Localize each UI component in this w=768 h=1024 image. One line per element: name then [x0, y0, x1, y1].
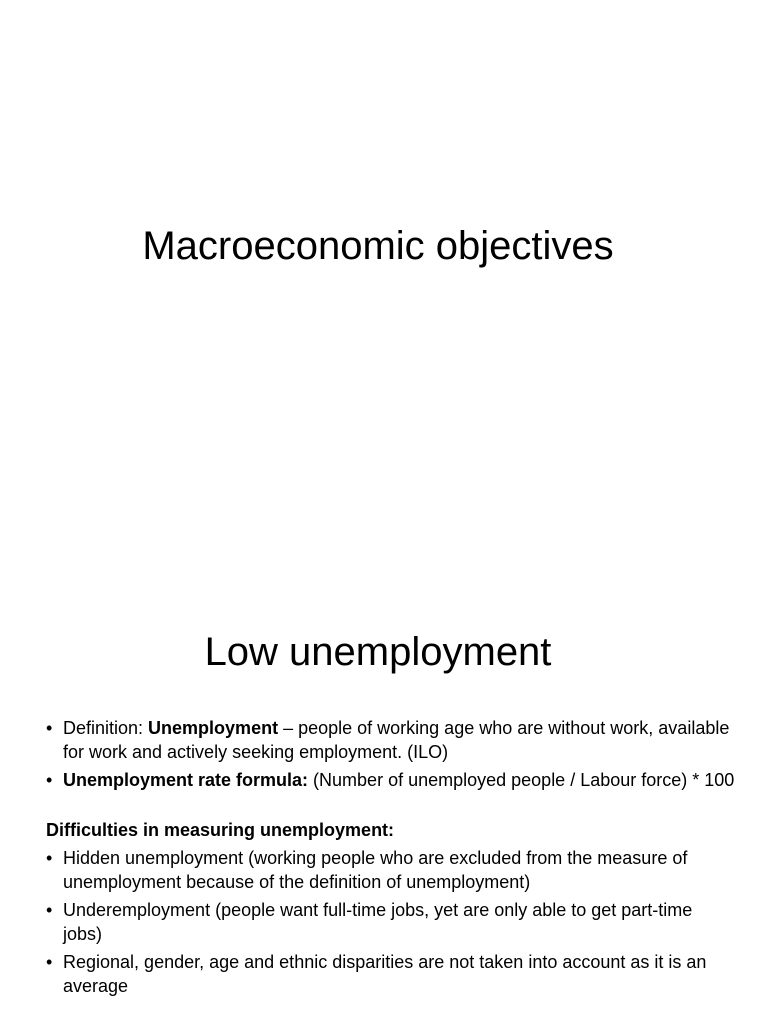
- definition-prefix: Definition:: [63, 718, 149, 738]
- definition-term: Unemployment: [148, 718, 279, 738]
- list-item: [46, 950, 736, 998]
- definition-list: [46, 716, 736, 792]
- list-item: [46, 898, 736, 946]
- formula-text: (Number of unemployed people / Labour force) * 100: [308, 770, 735, 790]
- bullet-icon: •: [46, 718, 53, 738]
- formula-term: Unemployment rate formula:: [63, 770, 309, 790]
- bullet-icon: •: [46, 900, 53, 920]
- slide-title: Macroeconomic objectives: [142, 224, 614, 268]
- definition-text: – people of working age who are without work, available for work and actively seeking employment. (ILO): [63, 718, 730, 762]
- bullet-icon: •: [46, 770, 53, 790]
- bullet-icon: •: [46, 952, 53, 972]
- list-item-definition: [46, 716, 736, 764]
- list-item-text: Hidden unemployment (working people who are excluded from the measure of unemployment because of the definition of unemployment): [63, 848, 688, 892]
- slide-2: [0, 576, 768, 1024]
- list-item-text: Regional, gender, age and ethnic disparities are not taken into account as it is an average: [63, 952, 707, 996]
- bullet-icon: •: [46, 848, 53, 868]
- list-item-text: Underemployment (people want full-time jobs, yet are only able to get part-time jobs): [63, 900, 693, 944]
- slide-title: Low unemployment: [204, 630, 552, 674]
- list-item-formula: [46, 768, 736, 792]
- list-item: [46, 846, 736, 894]
- difficulties-heading: Difficulties in measuring unemployment:: [46, 820, 395, 840]
- difficulties-list: [46, 846, 736, 998]
- slide-body: [46, 716, 736, 1002]
